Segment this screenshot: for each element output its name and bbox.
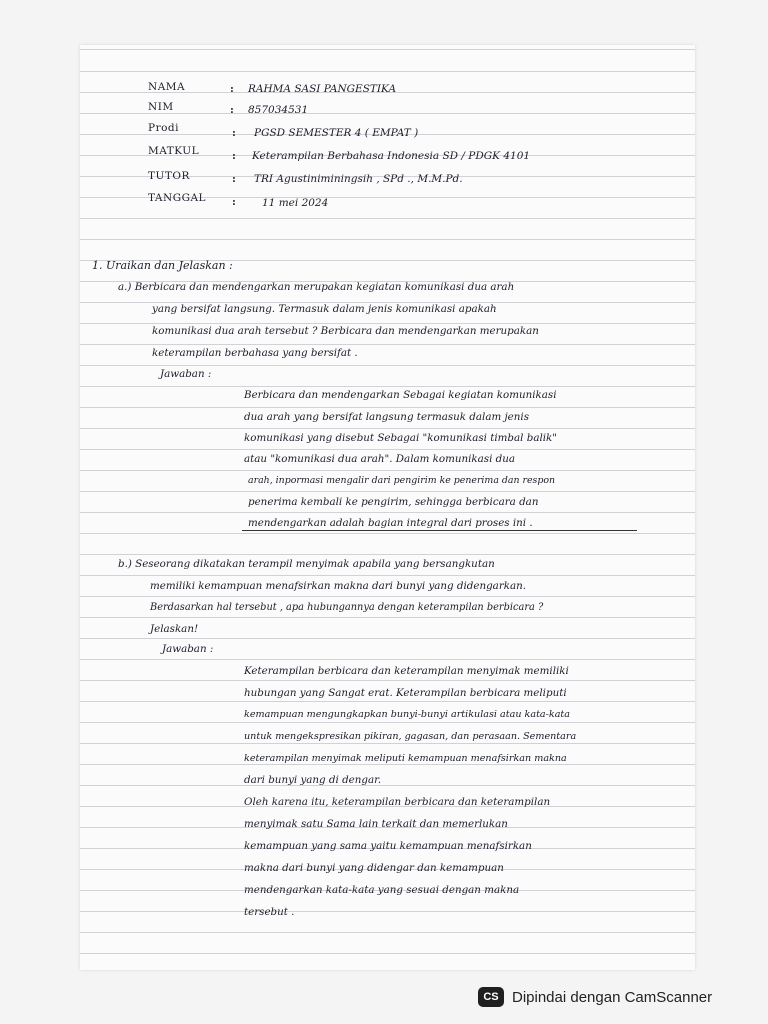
question-1b-line: Berdasarkan hal tersebut , apa hubungannya dengan keterampilan berbicara ? — [150, 602, 544, 613]
answer-1b-label: Jawaban : — [162, 643, 214, 655]
answer-1b-line: untuk mengekspresikan pikiran, gagasan, dan perasaan. Sementara — [244, 731, 577, 742]
value-tanggal: 11 mei 2024 — [262, 197, 329, 209]
colon-tutor: : — [232, 173, 236, 185]
colon-tanggal: : — [232, 196, 236, 208]
label-tutor: TUTOR — [148, 170, 190, 182]
answer-1a-line: penerima kembali ke pengirim, sehingga berbicara dan — [248, 496, 539, 508]
question-1-intro: 1. Uraikan dan Jelaskan : — [92, 259, 233, 272]
question-1a-line: yang bersifat langsung. Termasuk dalam jenis komunikasi apakah — [152, 303, 497, 315]
answer-1b-line: Oleh karena itu, keterampilan berbicara dan keterampilan — [244, 796, 551, 808]
camscanner-logo-icon: CS — [478, 987, 504, 1007]
value-prodi: PGSD SEMESTER 4 ( EMPAT ) — [254, 127, 419, 139]
answer-1b-line: dari bunyi yang di dengar. — [244, 774, 382, 786]
value-nim: 857034531 — [248, 104, 309, 116]
colon-nama: : — [230, 83, 234, 95]
question-1b-line: memiliki kemampuan menafsirkan makna dari bunyi yang didengarkan. — [150, 580, 527, 592]
answer-1b-line: Keterampilan berbicara dan keterampilan menyimak memiliki — [244, 665, 569, 677]
label-tanggal: TANGGAL — [148, 192, 207, 204]
question-1a-line: keterampilan berbahasa yang bersifat . — [152, 347, 358, 359]
camscanner-caption: Dipindai dengan CamScanner — [512, 988, 713, 1006]
answer-1a-underline — [242, 530, 637, 531]
answer-1a-line: Berbicara dan mendengarkan Sebagai kegiatan komunikasi — [244, 389, 557, 401]
answer-1b-line: tersebut . — [244, 906, 295, 918]
answer-1b-line: hubungan yang Sangat erat. Keterampilan berbicara meliputi — [244, 687, 567, 699]
answer-1b-line: kemampuan yang sama yaitu kemampuan menafsirkan — [244, 840, 532, 852]
answer-1a-line: arah, inpormasi mengalir dari pengirim ke penerima dan respon — [248, 475, 556, 486]
label-prodi: Prodi — [148, 122, 179, 134]
label-matkul: MATKUL — [148, 145, 200, 157]
answer-1b-line: menyimak satu Sama lain terkait dan memerlukan — [244, 818, 508, 830]
answer-1a-label: Jawaban : — [160, 368, 212, 380]
question-1a-line: a.) Berbicara dan mendengarkan merupakan kegiatan komunikasi dua arah — [118, 281, 515, 293]
label-nim: NIM — [148, 101, 174, 113]
value-matkul: Keterampilan Berbahasa Indonesia SD / PDGK 4101 — [252, 150, 531, 162]
camscanner-footer — [478, 984, 768, 1010]
answer-1a-line: dua arah yang bersifat langsung termasuk dalam jenis — [244, 411, 529, 423]
question-1a-line: komunikasi dua arah tersebut ? Berbicara dan mendengarkan merupakan — [152, 325, 539, 337]
answer-1a-line: atau "komunikasi dua arah". Dalam komunikasi dua — [244, 453, 516, 465]
colon-matkul: : — [232, 150, 236, 162]
answer-1b-line: kemampuan mengungkapkan bunyi-bunyi artikulasi atau kata-kata — [244, 709, 571, 720]
question-1b-line: b.) Seseorang dikatakan terampil menyimak apabila yang bersangkutan — [118, 558, 495, 570]
answer-1b-line: makna dari bunyi yang didengar dan kemampuan — [244, 862, 504, 874]
value-tutor: TRI Agustiniminingsih , SPd ., M.M.Pd. — [254, 173, 463, 185]
label-nama: NAMA — [148, 81, 186, 93]
answer-1a-line: mendengarkan adalah bagian integral dari proses ini . — [248, 517, 533, 529]
value-nama: RAHMA SASI PANGESTIKA — [248, 83, 397, 95]
answer-1b-line: mendengarkan kata-kata yang sesuai dengan makna — [244, 884, 520, 896]
colon-nim: : — [230, 104, 234, 116]
answer-1b-line: keterampilan menyimak meliputi kemampuan menafsirkan makna — [244, 753, 567, 764]
colon-prodi: : — [232, 127, 236, 139]
answer-1a-line: komunikasi yang disebut Sebagai "komunikasi timbal balik" — [244, 432, 558, 444]
question-1b-line: Jelaskan! — [150, 623, 199, 635]
